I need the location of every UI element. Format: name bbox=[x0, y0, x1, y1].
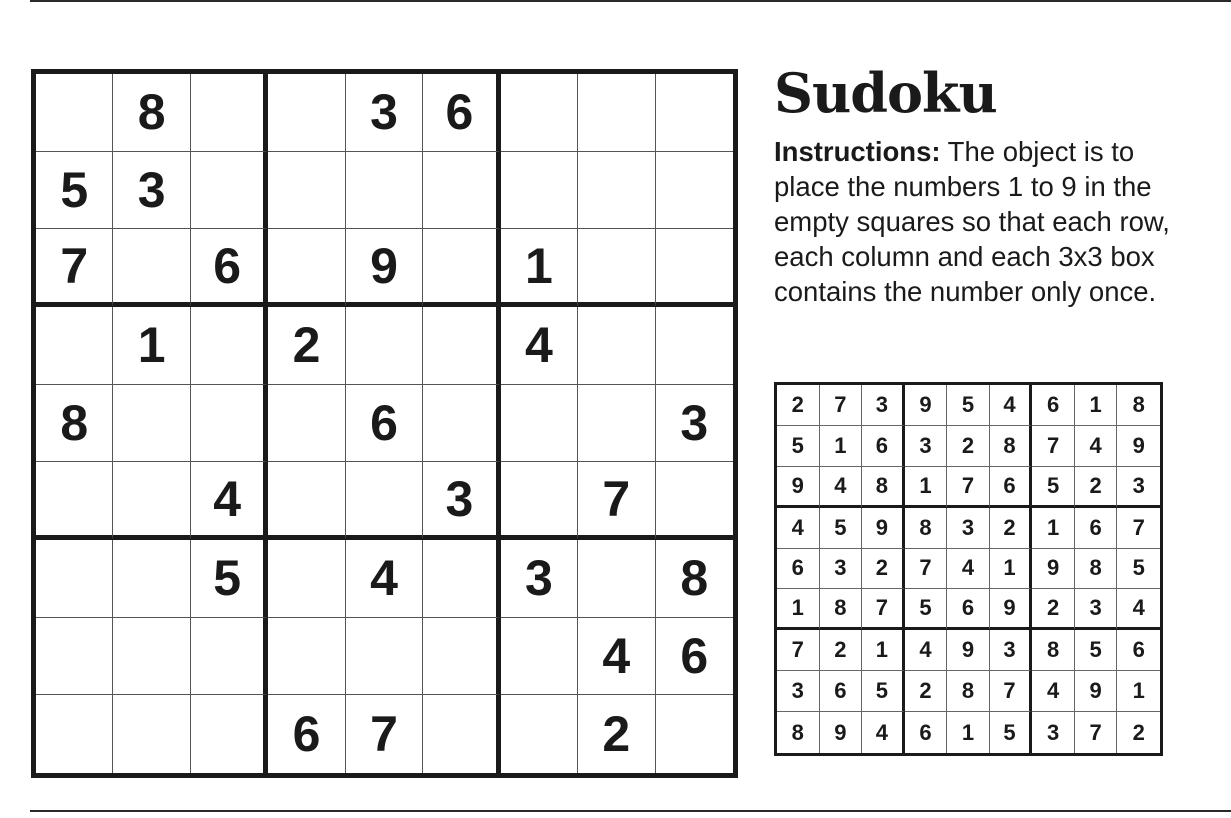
puzzle-cell[interactable]: 3 bbox=[423, 462, 500, 540]
puzzle-cell[interactable] bbox=[191, 618, 268, 696]
solution-cell: 6 bbox=[1032, 385, 1075, 426]
solution-cell: 9 bbox=[862, 508, 905, 549]
solution-cell: 1 bbox=[990, 549, 1033, 590]
puzzle-cell[interactable]: 7 bbox=[36, 229, 113, 307]
solution-cell: 3 bbox=[947, 508, 990, 549]
puzzle-cell[interactable] bbox=[36, 618, 113, 696]
puzzle-cell[interactable]: 7 bbox=[346, 695, 423, 773]
solution-cell: 4 bbox=[820, 467, 863, 508]
puzzle-cell[interactable] bbox=[113, 229, 190, 307]
solution-cell: 4 bbox=[905, 630, 948, 671]
solution-cell: 3 bbox=[1117, 467, 1160, 508]
solution-cell: 5 bbox=[1075, 630, 1118, 671]
puzzle-cell[interactable] bbox=[501, 74, 578, 152]
solution-cell: 8 bbox=[1117, 385, 1160, 426]
solution-cell: 6 bbox=[905, 712, 948, 753]
puzzle-cell[interactable] bbox=[423, 695, 500, 773]
solution-cell: 5 bbox=[862, 671, 905, 712]
solution-cell: 8 bbox=[862, 467, 905, 508]
solution-cell: 8 bbox=[820, 589, 863, 630]
puzzle-cell[interactable] bbox=[501, 462, 578, 540]
puzzle-cell[interactable] bbox=[578, 229, 655, 307]
solution-cell: 7 bbox=[1075, 712, 1118, 753]
puzzle-cell[interactable] bbox=[656, 307, 733, 385]
top-rule bbox=[30, 0, 1231, 2]
puzzle-cell[interactable] bbox=[578, 540, 655, 618]
puzzle-cell[interactable] bbox=[501, 152, 578, 230]
puzzle-cell[interactable] bbox=[268, 385, 345, 463]
puzzle-cell[interactable] bbox=[423, 152, 500, 230]
puzzle-cell[interactable]: 5 bbox=[36, 152, 113, 230]
solution-cell: 4 bbox=[862, 712, 905, 753]
solution-cell: 6 bbox=[947, 589, 990, 630]
solution-cell: 2 bbox=[1132, 719, 1145, 745]
solution-cell: 5 bbox=[820, 508, 863, 549]
solution-cell: 4 bbox=[947, 549, 990, 590]
puzzle-cell[interactable] bbox=[656, 695, 733, 773]
solution-cell: 9 bbox=[1117, 426, 1160, 467]
solution-cell: 8 bbox=[905, 508, 948, 549]
puzzle-cell[interactable] bbox=[268, 618, 345, 696]
puzzle-cell[interactable]: 3 bbox=[501, 540, 578, 618]
solution-cell: 5 bbox=[777, 426, 820, 467]
solution-cell: 1 bbox=[820, 426, 863, 467]
puzzle-cell[interactable]: 8 bbox=[36, 385, 113, 463]
solution-cell: 9 bbox=[820, 712, 863, 753]
puzzle-cell[interactable] bbox=[191, 152, 268, 230]
puzzle-cell[interactable]: 3 bbox=[113, 152, 190, 230]
solution-cell: 8 bbox=[947, 671, 990, 712]
solution-cell: 4 bbox=[990, 385, 1033, 426]
solution-cell: 3 bbox=[990, 630, 1033, 671]
puzzle-cell[interactable]: 4 bbox=[501, 307, 578, 385]
puzzle-cell[interactable] bbox=[346, 152, 423, 230]
instructions-text bbox=[774, 134, 1184, 309]
solution-cell: 2 bbox=[862, 549, 905, 590]
solution-cell: 7 bbox=[1117, 508, 1160, 549]
puzzle-cell[interactable] bbox=[36, 462, 113, 540]
puzzle-cell[interactable]: 4 bbox=[578, 618, 655, 696]
solution-cell: 7 bbox=[1032, 426, 1075, 467]
solution-cell: 3 bbox=[1075, 589, 1118, 630]
sudoku-puzzle-grid bbox=[31, 69, 738, 778]
instructions-body: The object is to place the numbers 1 to 9 in the empty squares so that each row, each column and each 3x3 box contains the number only once. bbox=[774, 136, 1170, 307]
puzzle-cell[interactable] bbox=[113, 462, 190, 540]
puzzle-cell[interactable]: 2 bbox=[268, 307, 345, 385]
solution-cell: 3 bbox=[905, 426, 948, 467]
puzzle-cell[interactable] bbox=[36, 695, 113, 773]
puzzle-cell[interactable] bbox=[578, 385, 655, 463]
puzzle-cell[interactable]: 6 bbox=[423, 74, 500, 152]
solution-cell: 2 bbox=[1075, 467, 1118, 508]
puzzle-cell[interactable] bbox=[501, 618, 578, 696]
solution-cell: 1 bbox=[777, 589, 820, 630]
solution-cell: 9 bbox=[777, 467, 820, 508]
solution-cell: 5 bbox=[947, 385, 990, 426]
bottom-rule bbox=[30, 810, 1231, 812]
solution-cell: 9 bbox=[905, 385, 948, 426]
solution-cell: 9 bbox=[1032, 549, 1075, 590]
puzzle-cell[interactable] bbox=[191, 695, 268, 773]
puzzle-cell[interactable]: 1 bbox=[501, 229, 578, 307]
puzzle-cell[interactable] bbox=[113, 618, 190, 696]
solution-cell: 2 bbox=[1032, 589, 1075, 630]
puzzle-cell[interactable] bbox=[656, 152, 733, 230]
solution-cell: 9 bbox=[947, 630, 990, 671]
puzzle-cell[interactable] bbox=[191, 307, 268, 385]
solution-cell: 1 bbox=[947, 712, 990, 753]
solution-cell: 5 bbox=[990, 712, 1033, 753]
solution-cell: 8 bbox=[1075, 549, 1118, 590]
solution-cell: 1 bbox=[905, 467, 948, 508]
puzzle-cell[interactable] bbox=[423, 229, 500, 307]
puzzle-cell[interactable] bbox=[423, 307, 500, 385]
puzzle-cell[interactable] bbox=[268, 229, 345, 307]
solution-cell: 7 bbox=[990, 671, 1033, 712]
solution-cell: 7 bbox=[862, 589, 905, 630]
puzzle-cell[interactable] bbox=[656, 229, 733, 307]
solution-cell: 4 bbox=[1075, 426, 1118, 467]
puzzle-cell[interactable]: 4 bbox=[346, 540, 423, 618]
puzzle-cell[interactable] bbox=[423, 385, 500, 463]
puzzle-cell[interactable] bbox=[346, 618, 423, 696]
puzzle-cell[interactable] bbox=[578, 307, 655, 385]
puzzle-cell[interactable] bbox=[36, 307, 113, 385]
puzzle-cell[interactable]: 8 bbox=[113, 74, 190, 152]
solution-cell: 6 bbox=[862, 426, 905, 467]
puzzle-cell[interactable] bbox=[36, 540, 113, 618]
solution-cell: 3 bbox=[820, 549, 863, 590]
puzzle-cell[interactable]: 9 bbox=[346, 229, 423, 307]
solution-cell: 7 bbox=[947, 467, 990, 508]
puzzle-cell[interactable]: 6 bbox=[191, 229, 268, 307]
solution-cell: 3 bbox=[777, 671, 820, 712]
puzzle-cell[interactable]: 6 bbox=[656, 618, 733, 696]
puzzle-cell[interactable]: 3 bbox=[656, 385, 733, 463]
solution-cell: 6 bbox=[1117, 630, 1160, 671]
puzzle-cell[interactable] bbox=[113, 540, 190, 618]
solution-cell: 5 bbox=[905, 589, 948, 630]
puzzle-cell[interactable] bbox=[268, 74, 345, 152]
puzzle-cell[interactable] bbox=[191, 385, 268, 463]
solution-cell: 6 bbox=[777, 549, 820, 590]
puzzle-cell[interactable] bbox=[656, 462, 733, 540]
solution-cell: 9 bbox=[990, 589, 1033, 630]
puzzle-cell[interactable] bbox=[578, 74, 655, 152]
solution-cell: 2 bbox=[820, 630, 863, 671]
puzzle-title: Sudoku bbox=[774, 61, 997, 125]
solution-cell: 6 bbox=[1075, 508, 1118, 549]
instructions-label: Instructions: bbox=[774, 136, 941, 167]
puzzle-cell[interactable] bbox=[268, 462, 345, 540]
solution-cell: 2 bbox=[947, 426, 990, 467]
solution-cell: 1 bbox=[862, 630, 905, 671]
puzzle-cell[interactable] bbox=[346, 462, 423, 540]
solution-cell: 6 bbox=[990, 467, 1033, 508]
solution-cell: 9 bbox=[1075, 671, 1118, 712]
puzzle-cell[interactable]: 5 bbox=[191, 540, 268, 618]
solution-cell: 7 bbox=[820, 385, 863, 426]
solution-cell: 5 bbox=[1032, 467, 1075, 508]
puzzle-cell[interactable] bbox=[501, 695, 578, 773]
puzzle-cell[interactable] bbox=[191, 74, 268, 152]
puzzle-cell[interactable] bbox=[423, 540, 500, 618]
puzzle-cell[interactable]: 8 bbox=[656, 540, 733, 618]
solution-cell: 4 bbox=[1032, 671, 1075, 712]
puzzle-cell[interactable]: 6 bbox=[268, 695, 345, 773]
puzzle-cell[interactable]: 6 bbox=[346, 385, 423, 463]
puzzle-cell[interactable] bbox=[268, 152, 345, 230]
solution-cell: 2 bbox=[905, 671, 948, 712]
puzzle-cell[interactable]: 4 bbox=[191, 462, 268, 540]
solution-cell: 8 bbox=[990, 426, 1033, 467]
solution-cell: 8 bbox=[777, 712, 820, 753]
solution-cell: 5 bbox=[1117, 549, 1160, 590]
sudoku-solution-grid bbox=[774, 382, 1163, 756]
puzzle-cell[interactable] bbox=[501, 385, 578, 463]
solution-cell: 7 bbox=[905, 549, 948, 590]
solution-cell: 3 bbox=[862, 385, 905, 426]
puzzle-cell[interactable] bbox=[36, 74, 113, 152]
solution-cell: 3 bbox=[1032, 712, 1075, 753]
puzzle-cell[interactable] bbox=[346, 307, 423, 385]
solution-cell: 2 bbox=[990, 508, 1033, 549]
puzzle-cell[interactable] bbox=[423, 618, 500, 696]
puzzle-cell[interactable] bbox=[578, 152, 655, 230]
puzzle-cell[interactable]: 2 bbox=[578, 695, 655, 773]
puzzle-cell[interactable]: 3 bbox=[346, 74, 423, 152]
puzzle-cell[interactable] bbox=[656, 74, 733, 152]
solution-cell: 4 bbox=[777, 508, 820, 549]
solution-cell: 2 bbox=[777, 385, 820, 426]
puzzle-cell[interactable] bbox=[113, 385, 190, 463]
solution-cell: 1 bbox=[1032, 508, 1075, 549]
solution-cell: 4 bbox=[1117, 589, 1160, 630]
puzzle-cell[interactable]: 7 bbox=[578, 462, 655, 540]
puzzle-cell[interactable]: 1 bbox=[113, 307, 190, 385]
solution-cell: 6 bbox=[820, 671, 863, 712]
puzzle-cell[interactable] bbox=[113, 695, 190, 773]
puzzle-cell[interactable] bbox=[268, 540, 345, 618]
solution-cell: 1 bbox=[1075, 385, 1118, 426]
solution-cell: 1 bbox=[1117, 671, 1160, 712]
solution-cell: 7 bbox=[777, 630, 820, 671]
solution-cell: 8 bbox=[1032, 630, 1075, 671]
